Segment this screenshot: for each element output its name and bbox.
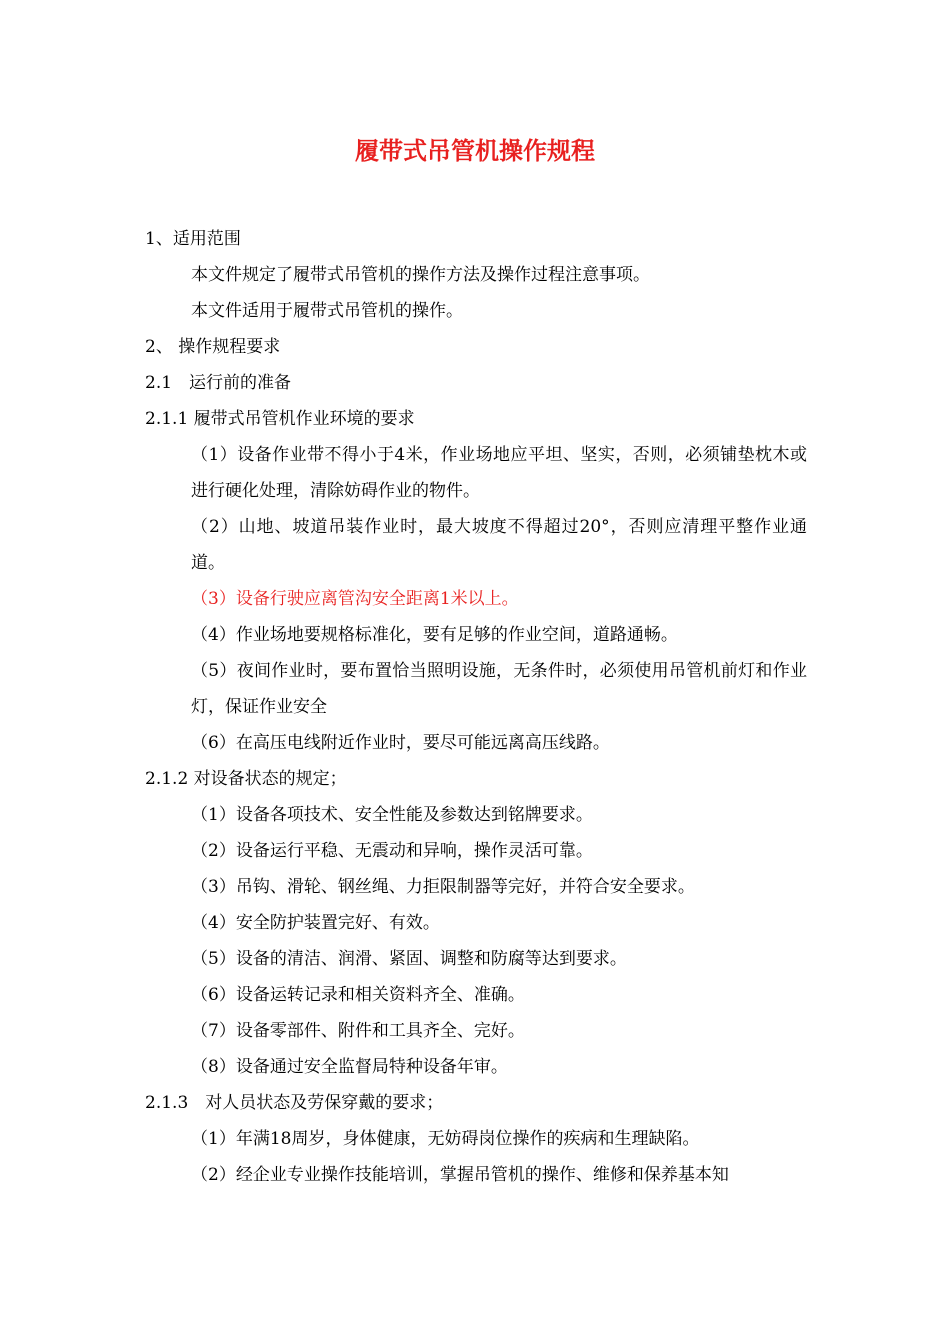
body-paragraph: （5）夜间作业时，要布置恰当照明设施，无条件时，必须使用吊管机前灯和作业灯，保证作业安全 <box>191 661 807 717</box>
body-paragraph: （2）设备运行平稳、无震动和异响，操作灵活可靠。 <box>191 841 593 861</box>
section-heading: 2、 操作规程要求 <box>145 337 281 357</box>
body-paragraph: （4）安全防护装置完好、有效。 <box>191 913 440 933</box>
body-paragraph: 本文件适用于履带式吊管机的操作。 <box>191 301 463 321</box>
section-heading: 2.1 运行前的准备 <box>145 373 292 393</box>
section-heading: 1、适用范围 <box>145 229 241 249</box>
section-heading: 2.1.3 对人员状态及劳保穿戴的要求； <box>145 1093 444 1113</box>
body-paragraph: （2）经企业专业操作技能培训，掌握吊管机的操作、维修和保养基本知 <box>191 1165 729 1185</box>
body-paragraph: （1）年满18周岁，身体健康，无妨碍岗位操作的疾病和生理缺陷。 <box>191 1129 700 1149</box>
body-paragraph: 本文件规定了履带式吊管机的操作方法及操作过程注意事项。 <box>191 265 650 285</box>
body-paragraph: （5）设备的清洁、润滑、紧固、调整和防腐等达到要求。 <box>191 949 627 969</box>
body-paragraph: （8）设备通过安全监督局特种设备年审。 <box>191 1057 508 1077</box>
body-paragraph: （3）设备行驶应离管沟安全距离1米以上。 <box>191 589 519 609</box>
body-paragraph: （6）设备运转记录和相关资料齐全、准确。 <box>191 985 525 1005</box>
section-heading: 2.1.1 履带式吊管机作业环境的要求 <box>145 409 415 429</box>
body-paragraph: （4）作业场地要规格标准化，要有足够的作业空间，道路通畅。 <box>191 625 678 645</box>
body-paragraph: （1）设备各项技术、安全性能及参数达到铭牌要求。 <box>191 805 593 825</box>
document-title: 履带式吊管机操作规程 <box>355 137 595 165</box>
document-body <box>145 221 807 1193</box>
body-paragraph: （6）在高压电线附近作业时，要尽可能远离高压线路。 <box>191 733 610 753</box>
body-paragraph: （3）吊钩、滑轮、钢丝绳、力拒限制器等完好，并符合安全要求。 <box>191 877 695 897</box>
body-paragraph: （2）山地、坡道吊装作业时，最大坡度不得超过20°，否则应清理平整作业通道。 <box>191 517 807 573</box>
body-paragraph: （7）设备零部件、附件和工具齐全、完好。 <box>191 1021 525 1041</box>
body-paragraph: （1）设备作业带不得小于4米，作业场地应平坦、坚实，否则，必须铺垫枕木或进行硬化处理，清除妨碍作业的物件。 <box>191 445 807 501</box>
section-heading: 2.1.2 对设备状态的规定； <box>145 769 347 789</box>
